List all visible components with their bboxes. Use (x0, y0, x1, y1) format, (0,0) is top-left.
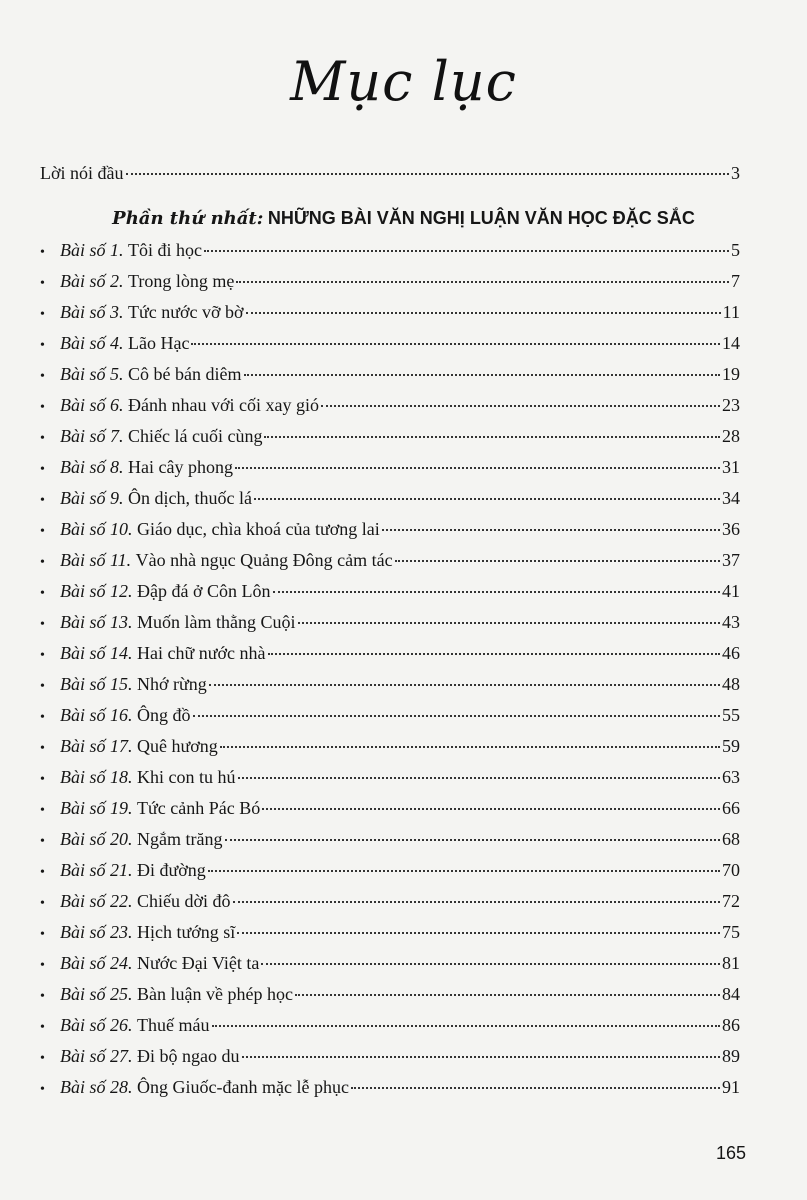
entry-label: Bài số 4. (60, 333, 124, 353)
entry-title: Đánh nhau với cối xay gió (128, 395, 319, 415)
dot-leader (209, 684, 720, 686)
dot-leader (237, 932, 720, 934)
dot-leader (261, 963, 720, 965)
toc-entry (40, 329, 740, 357)
entry-label: Bài số 7. (60, 426, 124, 446)
entry-label: Bài số 28. (60, 1077, 133, 1097)
entry-label: Bài số 24. (60, 953, 133, 973)
entry-label: Bài số 12. (60, 581, 133, 601)
entry-title: Nhớ rừng (137, 674, 207, 694)
entry-title: Trong lòng mẹ (128, 271, 235, 291)
bullet-icon: • (40, 586, 45, 601)
toc-entry (40, 825, 740, 853)
dot-leader (268, 653, 720, 655)
entry-title: Ông Giuốc-đanh mặc lễ phục (137, 1077, 349, 1097)
entry-title: Ôn dịch, thuốc lá (128, 488, 252, 508)
entry-title: Bàn luận về phép học (137, 984, 293, 1004)
toc-entry (40, 577, 740, 605)
entry-title: Giáo dục, chìa khoá của tương lai (137, 519, 380, 539)
entry-page-number: 84 (722, 984, 740, 1004)
bullet-icon: • (40, 896, 45, 911)
entry-page-number: 59 (722, 736, 740, 756)
entry-label: Bài số 10. (60, 519, 133, 539)
toc-entry (40, 422, 740, 450)
toc-entry (40, 298, 740, 326)
entry-title: Tức nước vỡ bờ (128, 302, 244, 322)
entry-page-number: 43 (722, 612, 740, 632)
entry-page-number: 70 (722, 860, 740, 880)
entry-page-number: 55 (722, 705, 740, 725)
bullet-icon: • (40, 338, 45, 353)
entry-page-number: 31 (722, 457, 740, 477)
bullet-icon: • (40, 245, 45, 260)
entry-title: Cô bé bán diêm (128, 364, 242, 384)
entry-title: Tức cảnh Pác Bó (137, 798, 261, 818)
bullet-icon: • (40, 431, 45, 446)
toc-entry (40, 670, 740, 698)
dot-leader (225, 839, 721, 841)
entry-page-number: 81 (722, 953, 740, 973)
bullet-icon: • (40, 679, 45, 694)
entry-label: Bài số 1. (60, 240, 124, 260)
entry-title: Quê hương (137, 736, 218, 756)
entry-label: Bài số 5. (60, 364, 124, 384)
toc-entry (40, 732, 740, 760)
bullet-icon: • (40, 617, 45, 632)
entry-page-number: 72 (722, 891, 740, 911)
entry-page-number: 36 (722, 519, 740, 539)
entry-page-number: 86 (722, 1015, 740, 1035)
bullet-icon: • (40, 710, 45, 725)
entry-label: Bài số 11. (60, 550, 132, 570)
dot-leader (191, 343, 720, 345)
dot-leader (246, 312, 721, 314)
toc-entry (40, 949, 740, 977)
bullet-icon: • (40, 1020, 45, 1035)
toc-entry (40, 1011, 740, 1039)
entry-label: Bài số 21. (60, 860, 133, 880)
entry-title: Đập đá ở Côn Lôn (137, 581, 271, 601)
dot-leader (208, 870, 720, 872)
toc-entry (40, 701, 740, 729)
toc-entry (40, 360, 740, 388)
toc-entry (40, 1073, 740, 1101)
bullet-icon: • (40, 927, 45, 942)
entry-page-number: 66 (722, 798, 740, 818)
dot-leader (235, 467, 720, 469)
entry-page-number: 46 (722, 643, 740, 663)
part-title: NHỮNG BÀI VĂN NGHỊ LUẬN VĂN HỌC ĐẶC SẮC (267, 208, 695, 228)
bullet-icon: • (40, 369, 45, 384)
entry-page-number: 63 (722, 767, 740, 787)
dot-leader (321, 405, 720, 407)
entry-title: Thuế máu (137, 1015, 210, 1035)
entry-title: Ngắm trăng (137, 829, 223, 849)
entry-title: Hai cây phong (128, 457, 233, 477)
dot-leader (233, 901, 720, 903)
entry-label: Bài số 23. (60, 922, 133, 942)
entry-label: Bài số 18. (60, 767, 133, 787)
entry-title: Chiếu dời đô (137, 891, 231, 911)
bullet-icon: • (40, 803, 45, 818)
dot-leader (238, 777, 720, 779)
dot-leader (351, 1087, 720, 1089)
bullet-icon: • (40, 1051, 45, 1066)
entry-label: Bài số 13. (60, 612, 133, 632)
dot-leader (264, 436, 720, 438)
entry-label: Bài số 22. (60, 891, 133, 911)
toc-entry (40, 236, 740, 264)
toc-entry (40, 763, 740, 791)
entry-title: Tôi đi học (128, 240, 203, 260)
entry-label: Bài số 26. (60, 1015, 133, 1035)
toc-entry (40, 608, 740, 636)
entry-page-number: 5 (731, 240, 740, 260)
toc-entry (40, 453, 740, 481)
preface-label: Lời nói đầu (40, 163, 124, 183)
bullet-icon: • (40, 741, 45, 756)
toc-entry (40, 484, 740, 512)
dot-leader (193, 715, 720, 717)
entry-title: Muốn làm thằng Cuội (137, 612, 296, 632)
entry-label: Bài số 27. (60, 1046, 133, 1066)
bullet-icon: • (40, 276, 45, 291)
dot-leader (273, 591, 720, 593)
entry-label: Bài số 16. (60, 705, 133, 725)
toc-entry (40, 918, 740, 946)
entry-title: Đi bộ ngao du (137, 1046, 240, 1066)
toc-entry (40, 546, 740, 574)
dot-leader (212, 1025, 721, 1027)
entry-page-number: 41 (722, 581, 740, 601)
entry-title: Chiếc lá cuối cùng (128, 426, 263, 446)
preface-page-number: 3 (731, 163, 740, 183)
dot-leader (236, 281, 729, 283)
toc-entry (40, 980, 740, 1008)
dot-leader (395, 560, 720, 562)
entry-page-number: 68 (722, 829, 740, 849)
bullet-icon: • (40, 462, 45, 477)
toc-entry (40, 887, 740, 915)
entry-label: Bài số 2. (60, 271, 124, 291)
dot-leader (254, 498, 720, 500)
entry-title: Nước Đại Việt ta (137, 953, 260, 973)
entry-page-number: 91 (722, 1077, 740, 1097)
bullet-icon: • (40, 958, 45, 973)
dot-leader (382, 529, 720, 531)
entry-page-number: 89 (722, 1046, 740, 1066)
page-number: 165 (715, 1143, 746, 1163)
entry-label: Bài số 14. (60, 643, 133, 663)
dot-leader (242, 1056, 720, 1058)
entry-title: Vào nhà ngục Quảng Đông cảm tác (135, 550, 393, 570)
entry-title: Ông đồ (137, 705, 191, 725)
entry-label: Bài số 20. (60, 829, 133, 849)
entry-title: Khi con tu hú (137, 767, 236, 787)
toc-entry (40, 267, 740, 295)
entry-title: Hai chữ nước nhà (137, 643, 266, 663)
dot-leader (244, 374, 721, 376)
bullet-icon: • (40, 307, 45, 322)
part-heading (0, 204, 807, 233)
entry-page-number: 48 (722, 674, 740, 694)
toc-entry (40, 639, 740, 667)
entry-label: Bài số 15. (60, 674, 133, 694)
dot-leader (295, 994, 720, 996)
entry-page-number: 37 (722, 550, 740, 570)
dot-leader (220, 746, 720, 748)
entry-label: Bài số 9. (60, 488, 124, 508)
entry-page-number: 7 (731, 271, 740, 291)
entry-label: Bài số 17. (60, 736, 133, 756)
entry-label: Bài số 19. (60, 798, 133, 818)
entry-label: Bài số 8. (60, 457, 124, 477)
toc-entry (40, 1042, 740, 1070)
entry-label: Bài số 25. (60, 984, 133, 1004)
entry-page-number: 75 (722, 922, 740, 942)
entry-page-number: 14 (722, 333, 740, 353)
toc-entry (40, 856, 740, 884)
entry-label: Bài số 6. (60, 395, 124, 415)
entry-page-number: 34 (722, 488, 740, 508)
bullet-icon: • (40, 493, 45, 508)
entry-page-number: 28 (722, 426, 740, 446)
bullet-icon: • (40, 865, 45, 880)
toc-row-preface (40, 159, 740, 187)
bullet-icon: • (40, 555, 45, 570)
entry-title: Hịch tướng sĩ (137, 922, 236, 942)
bullet-icon: • (40, 834, 45, 849)
bullet-icon: • (40, 648, 45, 663)
entry-page-number: 19 (722, 364, 740, 384)
dot-leader (126, 173, 729, 175)
entry-title: Lão Hạc (128, 333, 190, 353)
bullet-icon: • (40, 772, 45, 787)
bullet-icon: • (40, 524, 45, 539)
dot-leader (204, 250, 729, 252)
bullet-icon: • (40, 400, 45, 415)
entry-page-number: 11 (722, 302, 740, 322)
toc-entry (40, 515, 740, 543)
page-title: Mục lục (290, 50, 517, 113)
dot-leader (262, 808, 720, 810)
entry-title: Đi đường (137, 860, 206, 880)
entry-page-number: 23 (722, 395, 740, 415)
dot-leader (298, 622, 720, 624)
bullet-icon: • (40, 989, 45, 1004)
toc-entry (40, 794, 740, 822)
toc-entry (40, 391, 740, 419)
part-prefix: Phần thứ nhất: (112, 208, 264, 229)
bullet-icon: • (40, 1082, 45, 1097)
entry-label: Bài số 3. (60, 302, 124, 322)
